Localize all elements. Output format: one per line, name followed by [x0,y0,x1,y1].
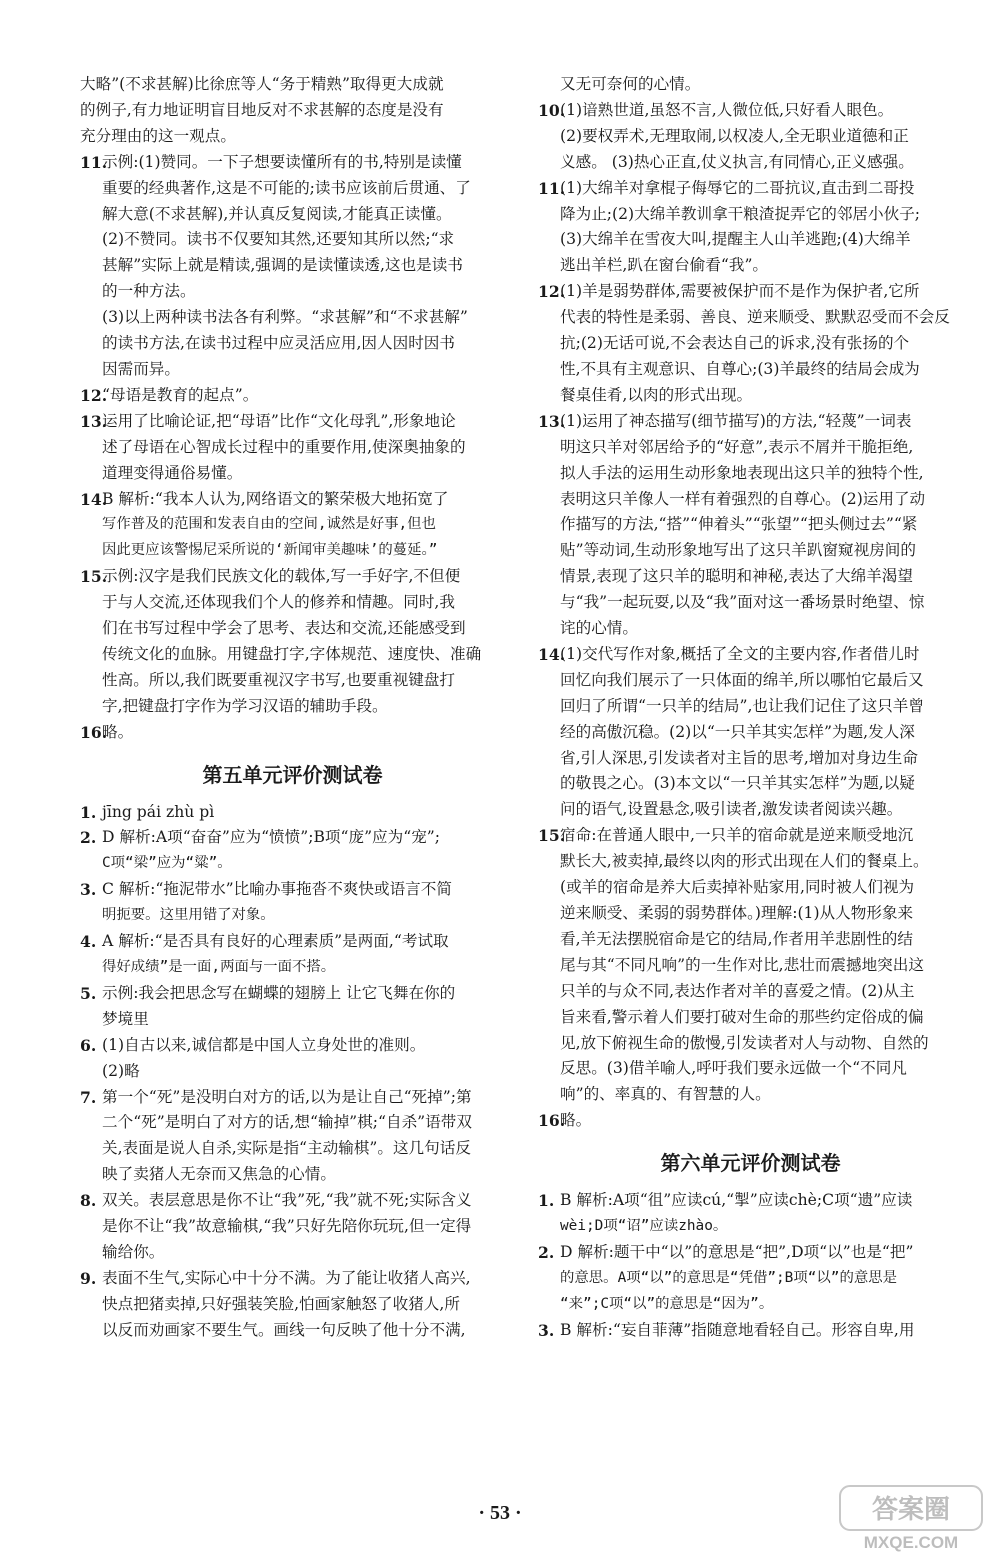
item-number: 8. [80,1191,97,1211]
item-number: 13. [538,411,566,431]
text-line: 充分理由的这一观点。 [80,126,236,145]
text-line: B 解析:“我本人认为,网络语文的繁荣极大地拓宽了 [102,489,449,508]
text-line: A 解析:“是否具有良好的心理素质”是两面,“考试取 [102,932,449,951]
text-line: B 解析:A项“徂”应读cú,“掣”应读chè;C项“遗”应读 [560,1191,913,1210]
text-line: 尾与其“不同凡响”的一生作对比,悲壮而震撼地突出这 [560,955,924,974]
text-line: “母语是教育的起点”。 [102,385,259,404]
text-line: 反思。(3)借羊喻人,呼吁我们要永远做一个“不同凡 [560,1059,907,1078]
text-line: 快点把猪卖掉,只好强装笑脸,怕画家触怒了收猪人,所 [102,1294,460,1313]
item-number: 4. [80,932,97,952]
text-line: 餐桌佳肴,以肉的形式出现。 [560,385,753,404]
answer-item [80,1188,505,1266]
answer-item [80,487,505,565]
answer-item [80,981,505,1033]
text-line: 作描写的方法,“搭”“伸着头”“张望”“把头侧过去”“紧 [560,515,918,534]
answer-item [80,929,505,981]
text-line: 二个“死”是明白了对方的话,想“输掉”棋;“自杀”语带双 [102,1113,472,1132]
answer-item [80,720,505,746]
answer-item [538,1108,963,1134]
text-line: 经的高傲沉稳。(2)以“一只羊其实怎样”为题,发人深 [560,722,915,741]
item-number: 15. [80,567,108,587]
answer-item [538,1188,963,1240]
text-line: (或羊的宿命是养大后卖掉补贴家用,同时被人们视为 [560,878,915,897]
text-line: (3)以上两种读书法各有利弊。“求甚解”和“不求甚解” [102,308,468,327]
text-line: 得好成绩”是一面,两面与一面不搭。 [102,959,336,975]
text-line: 字,把键盘打字作为学习汉语的辅助手段。 [102,696,388,715]
text-line: 回归了所谓“一只羊的结局”,也让我们记住了这只羊曾 [560,696,924,715]
text-line: 见,放下俯视生命的傲慢,引发读者对人与动物、自然的 [560,1033,929,1052]
answer-item [538,642,963,823]
text-line: 拟人手法的运用生动形象地表现出这只羊的独特个性, [560,463,924,482]
text-line: 甚解”实际上就是精读,强调的是读懂读透,这也是读书 [102,256,463,275]
text-line: jīng pái zhù pì [102,802,215,821]
text-line: C项“梁”应为“粱”。 [102,855,232,872]
item-number: 9. [80,1268,97,1288]
text-line: (1)交代写作对象,概括了全文的主要内容,作者借儿时 [560,644,920,663]
watermark-top-text: 答案圈 [871,1494,951,1524]
text-line: 的意思。A项“以”的意思是“凭借”;B项“以”的意思是 [560,1269,898,1286]
text-line: 略。 [102,722,134,741]
item-number: 16. [538,1111,566,1131]
text-line: 性,不具有主观意识、自尊心;(3)羊最终的结局会成为 [560,359,920,378]
item-number: 13. [80,411,108,431]
text-line: 的读书方法,在读书过程中应灵活应用,因人因时因书 [102,334,455,353]
text-line: 梦境里 [102,1009,149,1028]
text-line: C 解析:“拖泥带水”比喻办事拖沓不爽快或语言不简 [102,880,452,899]
text-line: 道理变得通俗易懂。 [102,463,243,482]
text-line: 义感。 (3)热心正直,仗义执言,有同情心,正义感强。 [560,152,914,171]
text-line: 因此更应该警惕尼采所说的‘新闻审美趣味’的蔓延。” [102,542,438,559]
item-number: 11. [80,152,108,172]
text-line: wèi;D项“诏”应读zhào。 [560,1218,728,1235]
item-number: 15. [538,826,566,846]
text-line: 抗;(2)无话可说,不会表达自己的诉求,没有张扬的个 [560,334,910,353]
answer-item [538,1318,963,1344]
text-line: 因需而异。 [102,359,180,378]
answer-item [538,98,963,176]
item-number: 1. [80,802,97,822]
text-line: 示例:我会把思念写在蝴蝶的翅膀上 让它飞舞在你的 [102,983,456,1002]
text-line: D 解析:A项“奋奋”应为“愤愤”;B项“庞”应为“宠”; [102,828,441,847]
text-line: 响”的、率真的、有智慧的人。 [560,1085,771,1104]
answer-item [80,800,505,826]
text-line: 关,表面是说人自杀,实际是指“主动输棋”。这几句话反 [102,1139,471,1158]
text-line: 映了卖猪人无奈而又焦急的心情。 [102,1165,336,1184]
continued-paragraph [538,72,963,98]
item-number: 3. [80,880,97,900]
right-column [538,72,963,1344]
item-number: 14. [80,489,108,509]
text-line: 只羊的与众不同,表达作者对羊的喜爱之情。(2)从主 [560,981,915,1000]
text-line: (2)略 [102,1061,140,1080]
item-number: 10. [538,100,566,120]
text-line: 与“我”一起玩耍,以及“我”面对这一番场景时绝望、惊 [560,593,925,612]
text-line: 明这只羊对邻居给予的“好意”,表示不屑并干脆拒绝, [560,437,914,456]
text-line: D 解析:题干中“以”的意思是“把”,D项“以”也是“把” [560,1242,914,1261]
text-line: 贴”等动词,生动形象地写出了这只羊趴窗窥视房间的 [560,541,916,560]
text-line: (1)运用了神态描写(细节描写)的方法,“轻蔑”一词表 [560,411,912,430]
answer-item [80,825,505,877]
watermark-logo [836,1482,986,1554]
text-line: (3)大绵羊在雪夜大叫,提醒主人山羊逃跑;(4)大绵羊 [560,230,911,249]
section-heading: 第六单元评价测试卷 [660,1151,841,1176]
text-line: 示例:汉字是我们民族文化的载体,写一手好字,不但便 [102,567,461,586]
text-line: (2)不赞同。读书不仅要知其然,还要知其所以然;“求 [102,230,455,249]
text-line: 表面不生气,实际心中十分不满。为了能让收猪人高兴, [102,1268,471,1287]
text-line: 双关。表层意思是你不让“我”死,“我”就不死;实际含义 [102,1191,472,1210]
text-line: 诧的心情。 [560,619,638,638]
text-line: 写作普及的范围和发表自由的空间,诚然是好事,但也 [102,516,436,533]
item-number: 1. [538,1191,555,1211]
left-column [80,72,505,1344]
text-line: 示例:(1)赞同。一下子想要读懂所有的书,特别是读懂 [102,152,462,171]
answer-item [80,564,505,719]
item-number: 3. [538,1320,555,1340]
item-number: 12. [538,282,566,302]
text-line: (1)谙熟世道,虽怒不言,人微位低,只好看人眼色。 [560,100,894,119]
answer-item [80,1085,505,1189]
page-number: · 53 · [478,1502,522,1524]
text-line: 情景,表现了这只羊的聪明和神秘,表达了大绵羊渴望 [560,567,913,586]
text-line: 宿命:在普通人眼中,一只羊的宿命就是逆来顺受地沉 [560,826,914,845]
text-line: 旨来看,警示着人们要打破对生命的那些约定俗成的偏 [560,1007,924,1026]
item-number: 11. [538,178,566,198]
item-number: 16. [80,722,108,742]
text-line: 降为止;(2)大绵羊教训拿干粮渣捉弄它的邻居小伙子; [560,204,921,223]
text-line: 略。 [560,1111,592,1130]
text-line: 们在书写过程中学会了思考、表达和交流,还能感受到 [102,619,466,638]
answer-item [538,1240,963,1318]
text-line: 又无可奈何的心情。 [560,75,701,93]
text-line: 省,引人深思,引发读者对主旨的思考,增加对身边生命 [560,748,918,767]
item-number: 2. [538,1242,555,1262]
text-line: 述了母语在心智成长过程中的重要作用,使深奥抽象的 [102,437,466,456]
text-line: 重要的经典著作,这是不可能的;读书应该前后贯通、了 [102,178,471,197]
item-number: 12. [80,385,108,405]
answer-item [538,409,963,642]
text-line: 于与人交流,还体现我们个人的修养和情趣。同时,我 [102,593,455,612]
text-line: (1)大绵羊对拿棍子侮辱它的二哥抗议,直击到二哥投 [560,178,915,197]
text-line: 运用了比喻论证,把“母语”比作“文化母乳”,形象地论 [102,411,456,430]
text-line: “来”;C项“以”的意思是“因为”。 [560,1295,774,1312]
item-number: 6. [80,1035,97,1055]
text-line: 传统文化的血脉。用键盘打字,字体规范、速度快、准确 [102,644,482,663]
text-line: 的敬畏之心。(3)本文以“一只羊其实怎样”为题,以疑 [560,774,915,793]
text-line: 明扼要。这里用错了对象。 [102,907,275,924]
answer-item [80,1033,505,1085]
text-line: 默长大,被卖掉,最终以肉的形式出现在人们的餐桌上。 [560,852,929,871]
text-line: 大略”(不求甚解)比徐庶等人“务于精熟”取得更大成就 [80,75,444,93]
text-line: 解大意(不求甚解),并认真反复阅读,才能真正读懂。 [102,204,452,223]
text-line: 回忆向我们展示了一只体面的绵羊,所以哪怕它最后又 [560,670,924,689]
text-line: 看,羊无法摆脱宿命是它的结局,作者用羊悲剧性的结 [560,929,913,948]
text-line: 第一个“死”是没明白对方的话,以为是让自己“死掉”;第 [102,1087,472,1106]
section-heading: 第五单元评价测试卷 [202,762,383,787]
text-line: (2)要权弄术,无理取闹,以权凌人,全无职业道德和正 [560,126,909,145]
answer-item [80,383,505,409]
answer-item [80,409,505,487]
answer-item [80,877,505,929]
item-number: 14. [538,644,566,664]
item-number: 2. [80,828,97,848]
answer-item [538,279,963,409]
text-line: 问的语气,设置悬念,吸引读者,激发读者阅读兴趣。 [560,800,903,819]
text-line: 是你不让“我”故意输棋,“我”只好先陪你玩玩,但一定得 [102,1217,472,1236]
text-line: B 解析:“妄自菲薄”指随意地看轻自己。形容自卑,用 [560,1320,915,1339]
text-line: 输给你。 [102,1242,165,1261]
text-line: 的一种方法。 [102,282,196,301]
text-line: 的例子,有力地证明盲目地反对不求甚解的态度是没有 [80,100,444,119]
text-line: 逆来顺受、柔弱的弱势群体。)理解:(1)从人物形象来 [560,904,914,922]
text-line: 表明这只羊像人一样有着强烈的自尊心。(2)运用了动 [560,489,926,508]
text-line: 以反而劝画家不要生气。画线一句反映了他十分不满, [102,1320,466,1339]
answer-item [80,150,505,383]
continued-paragraph [80,72,505,150]
text-line: (1)自古以来,诚信都是中国人立身处世的准则。 [102,1035,426,1054]
text-line: 性高。所以,我们既要重视汉字书写,也要重视键盘打 [102,670,455,689]
item-number: 5. [80,983,97,1003]
text-line: 逃出羊栏,趴在窗台偷看“我”。 [560,256,769,275]
text-line: (1)羊是弱势群体,需要被保护而不是作为保护者,它所 [560,282,920,301]
answer-item [80,1266,505,1344]
watermark-bottom-text: MXQE.COM [863,1533,959,1552]
text-line: 代表的特性是柔弱、善良、逆来顺受、默默忍受而不会反 [560,308,950,327]
answer-item [538,176,963,280]
item-number: 7. [80,1087,97,1107]
answer-item [538,823,963,1108]
